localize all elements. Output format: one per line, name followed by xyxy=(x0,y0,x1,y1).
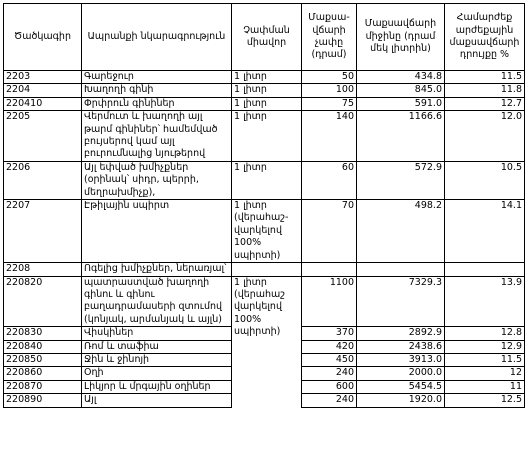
cell-description: Ռոմ և տաֆիա xyxy=(82,340,232,353)
cell-percent xyxy=(445,263,525,276)
cell-percent: 11.8 xyxy=(445,84,525,97)
cell-unit: 1 լիտր xyxy=(232,161,302,199)
header-code: Ծածկագիր xyxy=(4,4,82,71)
cell-percent: 12 xyxy=(445,367,525,380)
cell-code: 220840 xyxy=(4,340,82,353)
table-row xyxy=(4,263,525,276)
cell-average: 434.8 xyxy=(357,71,445,84)
cell-unit: 1 լիտր xyxy=(232,84,302,97)
header-row xyxy=(4,4,525,71)
cell-code: 2205 xyxy=(4,111,82,162)
cell-rate: 240 xyxy=(302,367,357,380)
header-duty-rate: Մաքսա-վճարի չափը (դրամ) xyxy=(302,4,357,71)
cell-rate: 600 xyxy=(302,380,357,393)
cell-rate: 370 xyxy=(302,327,357,340)
cell-rate: 1100 xyxy=(302,276,357,327)
cell-average: 1920.0 xyxy=(357,394,445,407)
cell-percent: 12.8 xyxy=(445,327,525,340)
cell-rate: 75 xyxy=(302,97,357,110)
cell-percent: 14.1 xyxy=(445,200,525,263)
cell-code: 2207 xyxy=(4,200,82,263)
cell-description: պատրաստված խաղողի գինու և գինու բաղադրամասերի զտումով (կոնյակ, արմանյակ և այլն) xyxy=(82,276,232,327)
cell-average: 5454.5 xyxy=(357,380,445,393)
cell-description: Վիսկիներ xyxy=(82,327,232,340)
cell-percent: 11.5 xyxy=(445,353,525,366)
cell-percent: 13.9 xyxy=(445,276,525,327)
cell-percent: 12.0 xyxy=(445,111,525,162)
cell-description: Խաղողի գինի xyxy=(82,84,232,97)
header-average-duty: Մաքսավճարի միջինը (դրամ մեկ լիտրին) xyxy=(357,4,445,71)
cell-average: 572.9 xyxy=(357,161,445,199)
table-row xyxy=(4,71,525,84)
cell-code: 2203 xyxy=(4,71,82,84)
cell-rate: 240 xyxy=(302,394,357,407)
header-equivalent-percent: Համարժեք արժեքային մաքսավճարի դրույքը % xyxy=(445,4,525,71)
cell-percent: 12.5 xyxy=(445,394,525,407)
cell-average: 498.2 xyxy=(357,200,445,263)
cell-percent: 12.9 xyxy=(445,340,525,353)
cell-description: Օղի xyxy=(82,367,232,380)
cell-code: 220410 xyxy=(4,97,82,110)
cell-code: 2206 xyxy=(4,161,82,199)
table-row xyxy=(4,111,525,162)
cell-description: Լիկյոր և մրգային օղիներ xyxy=(82,380,232,393)
cell-code: 2208 xyxy=(4,263,82,276)
cell-code: 220860 xyxy=(4,367,82,380)
cell-average: 591.0 xyxy=(357,97,445,110)
cell-code: 220830 xyxy=(4,327,82,340)
cell-unit xyxy=(232,263,302,276)
cell-average: 7329.3 xyxy=(357,276,445,327)
cell-average: 845.0 xyxy=(357,84,445,97)
table-row xyxy=(4,161,525,199)
header-unit: Չափման միավոր xyxy=(232,4,302,71)
cell-unit: 1 լիտր xyxy=(232,97,302,110)
cell-description: Ոգելից խմիչքներ, ներառյալ՝ xyxy=(82,263,232,276)
cell-code: 2204 xyxy=(4,84,82,97)
cell-average: 3913.0 xyxy=(357,353,445,366)
cell-rate: 450 xyxy=(302,353,357,366)
table-row xyxy=(4,97,525,110)
cell-rate: 140 xyxy=(302,111,357,162)
cell-unit: 1 լիտր (վերահաշ-վարկելով 100% սպիրտի) xyxy=(232,200,302,263)
cell-average xyxy=(357,263,445,276)
cell-code: 220850 xyxy=(4,353,82,366)
cell-description: Վերմուտ և խաղողի այլ թարմ գինիներ՝ համեմված բույսերով կամ այլ բուրումնալից նյութերով xyxy=(82,111,232,162)
cell-rate: 50 xyxy=(302,71,357,84)
cell-description: Փրփրուն գինիներ xyxy=(82,97,232,110)
cell-average: 2438.6 xyxy=(357,340,445,353)
cell-average: 2892.9 xyxy=(357,327,445,340)
table-row xyxy=(4,84,525,97)
cell-percent: 11 xyxy=(445,380,525,393)
cell-average: 1166.6 xyxy=(357,111,445,162)
cell-percent: 12.7 xyxy=(445,97,525,110)
cell-description: Այլ xyxy=(82,394,232,407)
cell-average: 2000.0 xyxy=(357,367,445,380)
cell-rate: 100 xyxy=(302,84,357,97)
table-row xyxy=(4,276,525,327)
cell-rate: 420 xyxy=(302,340,357,353)
cell-unit: 1 լիտր xyxy=(232,111,302,162)
duty-rates-table xyxy=(3,3,525,408)
table-row xyxy=(4,200,525,263)
cell-rate: 70 xyxy=(302,200,357,263)
cell-percent: 11.5 xyxy=(445,71,525,84)
cell-percent: 10.5 xyxy=(445,161,525,199)
cell-description: Այլ եփված խմիչքներ (օրինակ՝ սիդր, պերրի, մեղրախմիչք), xyxy=(82,161,232,199)
cell-unit: 1 լիտր (վերահաշ վարկելով 100% սպիրտի) xyxy=(232,276,302,407)
cell-code: 220870 xyxy=(4,380,82,393)
cell-description: Ջին և ջինոյի xyxy=(82,353,232,366)
cell-description: Էթիլային սպիրտ xyxy=(82,200,232,263)
cell-code: 220820 xyxy=(4,276,82,327)
cell-code: 220890 xyxy=(4,394,82,407)
cell-description: Գարեջուր xyxy=(82,71,232,84)
cell-unit: 1 լիտր xyxy=(232,71,302,84)
cell-rate xyxy=(302,263,357,276)
header-description: Ապրանքի նկարագրություն xyxy=(82,4,232,71)
cell-rate: 60 xyxy=(302,161,357,199)
